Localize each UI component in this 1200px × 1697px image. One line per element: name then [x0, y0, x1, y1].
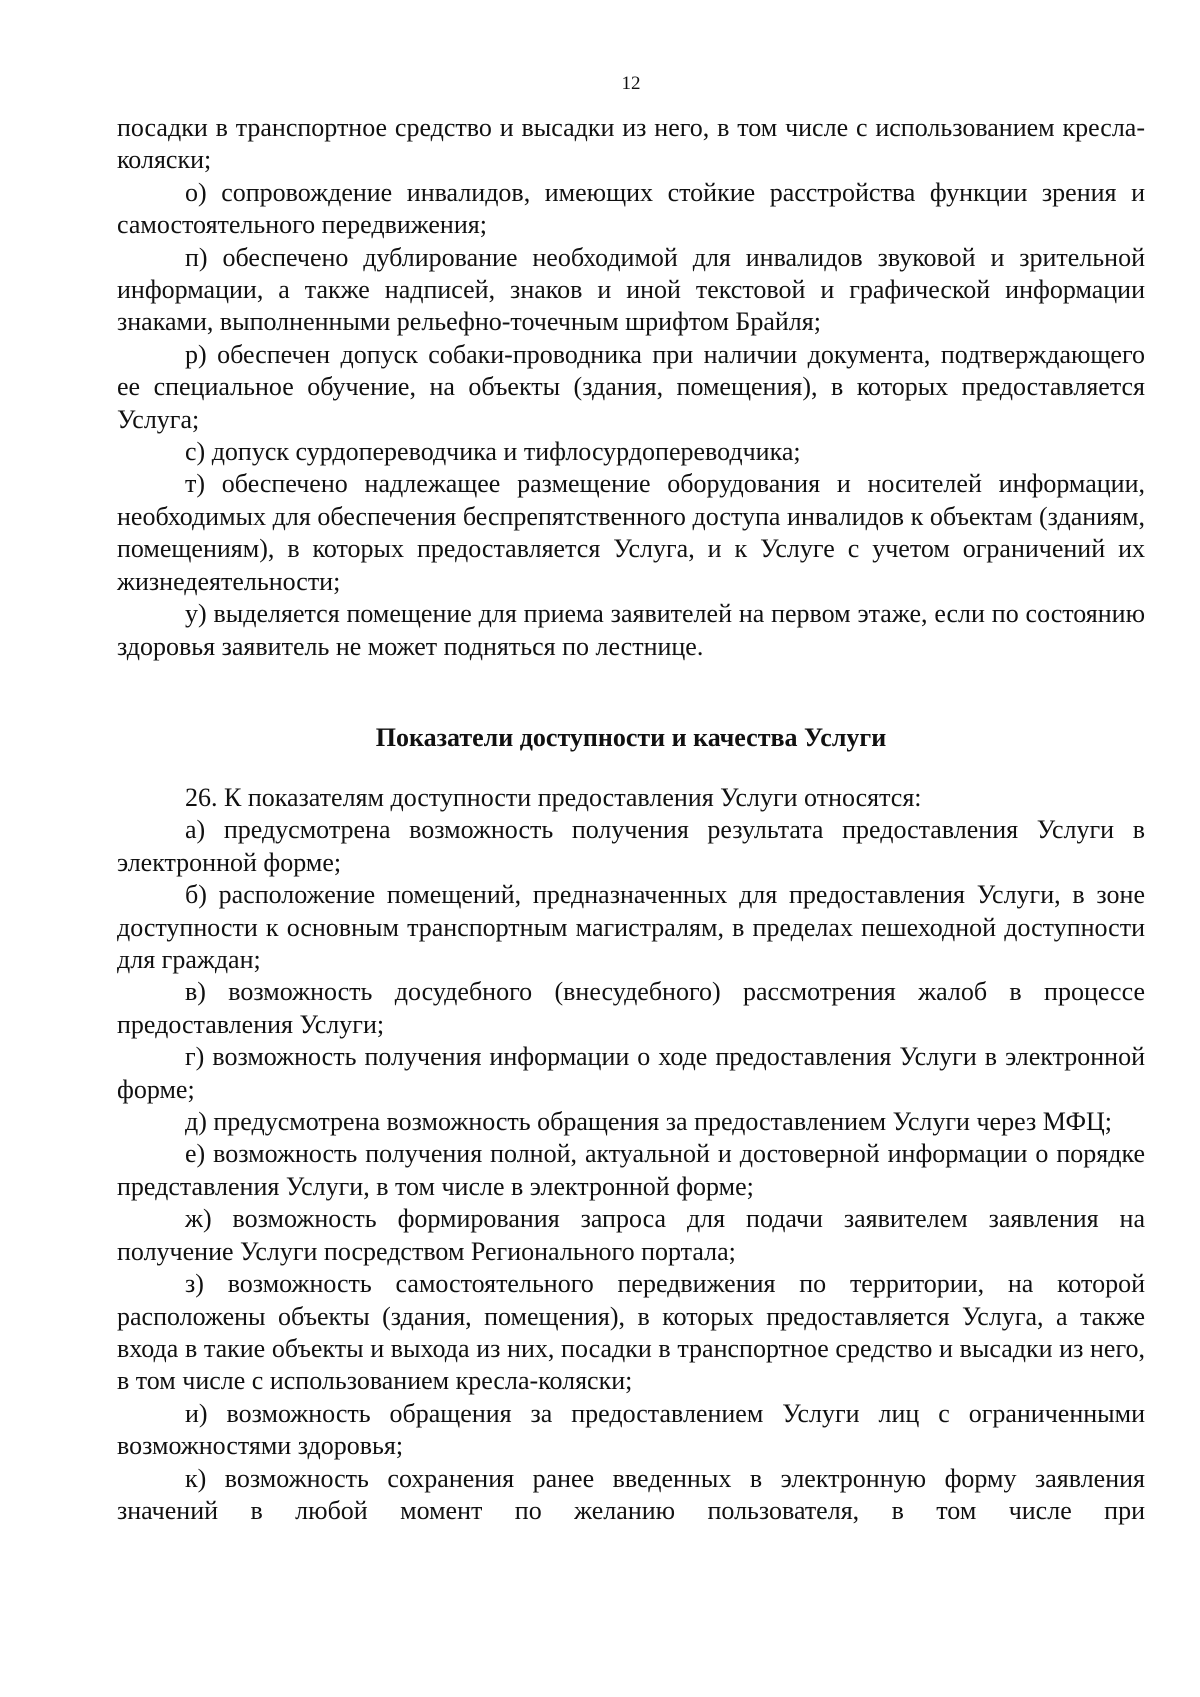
paragraph-item-v: в) возможность досудебного (внесудебного) рассмотрения жалоб в процессе предоставления Услуги; [117, 977, 1145, 1039]
paragraph-item-e: е) возможность получения полной, актуальной и достоверной информации о порядке представления Услуги, в том числе в электронной форме; [117, 1139, 1145, 1201]
paragraph-item-k: к) возможность сохранения ранее введенных в электронную форму заявления значений в любой момент по желанию пользователя, в том числе при [117, 1463, 1145, 1525]
paragraph-item-i: и) возможность обращения за предоставлением Услуги лиц с ограниченными возможностями здоровья; [117, 1398, 1145, 1461]
paragraph-item-d: д) предусмотрена возможность обращения за предоставлением Услуги через МФЦ; [185, 1107, 1113, 1137]
paragraph-item-r: р) обеспечен допуск собаки-проводника при наличии документа, подтверждающего ее специальное обучение, на объекты (здания, помещения), в которых предоставляется Услуга; [117, 339, 1145, 434]
paragraph-item-a: а) предусмотрена возможность получения результата предоставления Услуги в электронной форме; [117, 815, 1145, 877]
paragraph-item-o: о) сопровождение инвалидов, имеющих стойкие расстройства функции зрения и самостоятельного передвижения; [117, 177, 1145, 240]
page-number: 12 [621, 73, 641, 94]
paragraph-item-t: т) обеспечено надлежащее размещение оборудования и носителей информации, необходимых для обеспечения беспрепятственного доступа инвалидов к объектам (зданиям, помещениям), в которых предоставляется Услуга, и к Услуге с учетом ограничений их жизнедеятельности; [117, 469, 1145, 596]
paragraph-item-u: у) выделяется помещение для приема заявителей на первом этаже, если по состоянию здоровья заявитель не может подняться по лестнице. [117, 599, 1145, 661]
bottom-text-block [117, 782, 1145, 1527]
paragraph-item-b: б) расположение помещений, предназначенных для предоставления Услуги, в зоне доступности к основным транспортным магистралям, в пределах пешеходной доступности для граждан; [117, 880, 1145, 975]
top-text-block [117, 112, 1145, 663]
paragraph-item-g: г) возможность получения информации о ходе предоставления Услуги в электронной форме; [117, 1042, 1145, 1104]
paragraph-item-26: 26. К показателям доступности предоставления Услуги относятся: [185, 783, 922, 812]
paragraph-item-s: с) допуск сурдопереводчика и тифлосурдопереводчика; [185, 437, 801, 467]
paragraph-continuation: посадки в транспортное средство и высадки из него, в том числе с использованием кресла-коляски; [117, 113, 1145, 175]
paragraph-item-z: з) возможность самостоятельного передвижения по территории, на которой расположены объекты (здания, помещения), в которых предоставляется Услуга, а также входа в такие объекты и выхода из них, посадки в транспортное средство и высадки из него, в том числе с использованием кресла-коляски; [117, 1269, 1145, 1396]
paragraph-item-zh: ж) возможность формирования запроса для подачи заявителем заявления на получение Услуги посредством Регионального портала; [117, 1204, 1145, 1266]
paragraph-item-p: п) обеспечено дублирование необходимой для инвалидов звуковой и зрительной информации, а также надписей, знаков и иной текстовой и графической информации знаками, выполненными рельефно-точечным шрифтом Брайля; [117, 242, 1145, 337]
document-page [117, 0, 1145, 1697]
section-heading: Показатели доступности и качества Услуги [375, 723, 887, 752]
